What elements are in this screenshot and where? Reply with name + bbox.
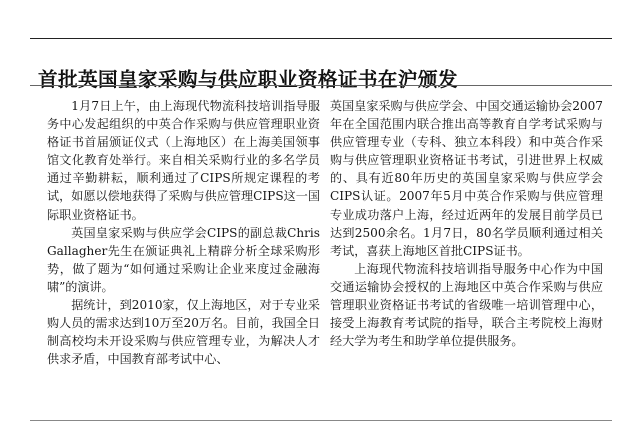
- article-column-right: [330, 97, 603, 350]
- paragraph: 1月7日上午，由上海现代物流科技培训指导服务中心发起组织的中英合作采购与供应管理职业资格证书首届颁证仪式（上海地区）在上海美国领事馆文化教育处举行。来自相关采购行业的多名学员通过辛勤耕耘，顺利通过了CIPS所规定课程的考试，如愿以偿地获得了采购与供应管理CIPS这一国际职业资格证书。: [47, 99, 320, 222]
- paragraph: 据统计，到2010家，仅上海地区，对于专业采购人员的需求达到10万至20万名。目前，我国全日制高校均未开设采购与供应管理专业，为解决人才供求矛盾，中国教育部考试中心、: [47, 298, 320, 367]
- paragraph: 英国皇家采购与供应学会、中国交通运输协会2007年在全国范围内联合推出高等教育自学考试采购与供应管理专业（专科、独立本科段）和中英合作采购与供应管理职业资格证书考试，引进世界上权威的、具有近80年历史的英国皇家采购与供应学会CIPS认证。2007年5月中英合作采购与供应管理专业成功落户上海，经过近两年的发展目前学员已达到2500余名。1月7日，80名学员顺利通过相关考试，喜获上海地区首批CIPS证书。: [330, 99, 603, 258]
- paragraph: 上海现代物流科技培训指导服务中心作为中国交通运输协会授权的上海地区中英合作采购与供应管理职业资格证书考试的省级唯一培训管理中心，接受上海教育考试院的指导，联合主考院校上海财经大学为考生和助学单位提供服务。: [330, 261, 603, 349]
- bottom-rule: [30, 420, 612, 421]
- top-rule: [30, 38, 612, 39]
- article-headline: 首批英国皇家采购与供应职业资格证书在沪颁发: [38, 68, 458, 92]
- article-column-left: [47, 97, 320, 368]
- paragraph: 英国皇家采购与供应学会CIPS的副总裁Chris Gallagher先生在颁证典礼上精辟分析全球采购形势，做了题为“如何通过采购让企业来度过金融海啸”的演讲。: [47, 225, 320, 294]
- headline-divider: [30, 85, 612, 86]
